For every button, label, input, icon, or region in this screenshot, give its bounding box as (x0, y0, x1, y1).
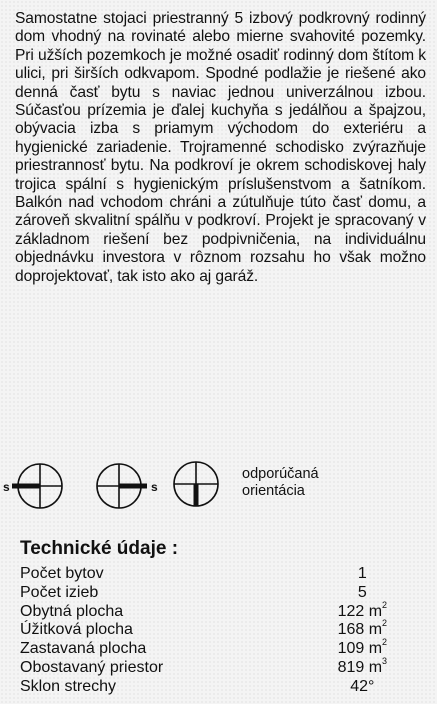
spec-label: Počet izieb (20, 583, 99, 601)
table-row (20, 659, 420, 678)
spec-label: Obytná plocha (20, 602, 124, 620)
spec-value: 42° (350, 677, 375, 695)
spec-value: 168 $m^2$ (337, 618, 388, 639)
table-row (20, 584, 420, 603)
compass-icon-east (97, 464, 158, 508)
technical-table (20, 565, 420, 697)
table-row (20, 678, 420, 697)
table-row (20, 565, 420, 584)
compass-icons (0, 460, 240, 520)
orientation-label-line2: orientácia (242, 483, 305, 499)
table-row (20, 640, 420, 659)
spec-value: 819 $m^3$ (337, 655, 388, 676)
spec-value: 109 $m^2$ (337, 637, 388, 658)
south-marker: s (151, 480, 158, 494)
spec-value: 5 (357, 583, 367, 601)
spec-label: Počet bytov (20, 565, 104, 582)
orientation-label (242, 466, 319, 500)
spec-label: Obostavaný priestor (20, 658, 164, 676)
compass-icon-west (3, 464, 62, 508)
spec-value: 1 (357, 565, 367, 582)
table-row (20, 621, 420, 640)
table-row (20, 603, 420, 622)
project-description: Samostatne stojaci priestranný 5 izbový podkrovný rodinný dom vhodný na rovinaté alebo mierne svahovité pozemky. Pri užších pozemkoch je možné osadiť rodinný dom štítom k ulici, pri širších odkvapom. Spodné podlažie je riešené ako denná časť bytu s naviac jednou univerzálnou izbou. Súčasťou prízemia je ďalej kuchyňa s jedálňou a špajzou, obývacia izba s priamym východom do exteriéru a hygienické zariadenie. Trojramenné schodisko zvýrazňuje priestrannosť bytu. Na podkroví je okrem schodiskovej haly trojica spální s hygienickým príslušenstvom a šatníkom. Balkón nad vchodom chráni a zútulňuje túto časť domu, a zároveň skvalitní spálňu v podkroví. Projekt je spracovaný v základnom riešení bez podpivničenia, na individuálnu objednávku investora v rôznom rozsahu ho však možno doprojektovať, tak isto ako aj garáž. (15, 10, 426, 285)
spec-value: 122 $m^2$ (337, 599, 388, 620)
orientation-label-line1: odporúčaná (242, 466, 319, 482)
compass-icon-south (174, 462, 218, 506)
spec-label: Úžitková plocha (20, 621, 133, 639)
south-marker: s (3, 480, 10, 494)
technical-heading: Technické údaje : (20, 538, 179, 559)
orientation-diagram (0, 460, 437, 520)
spec-label: Sklon strechy (20, 677, 117, 695)
spec-label: Zastavaná plocha (20, 640, 147, 658)
